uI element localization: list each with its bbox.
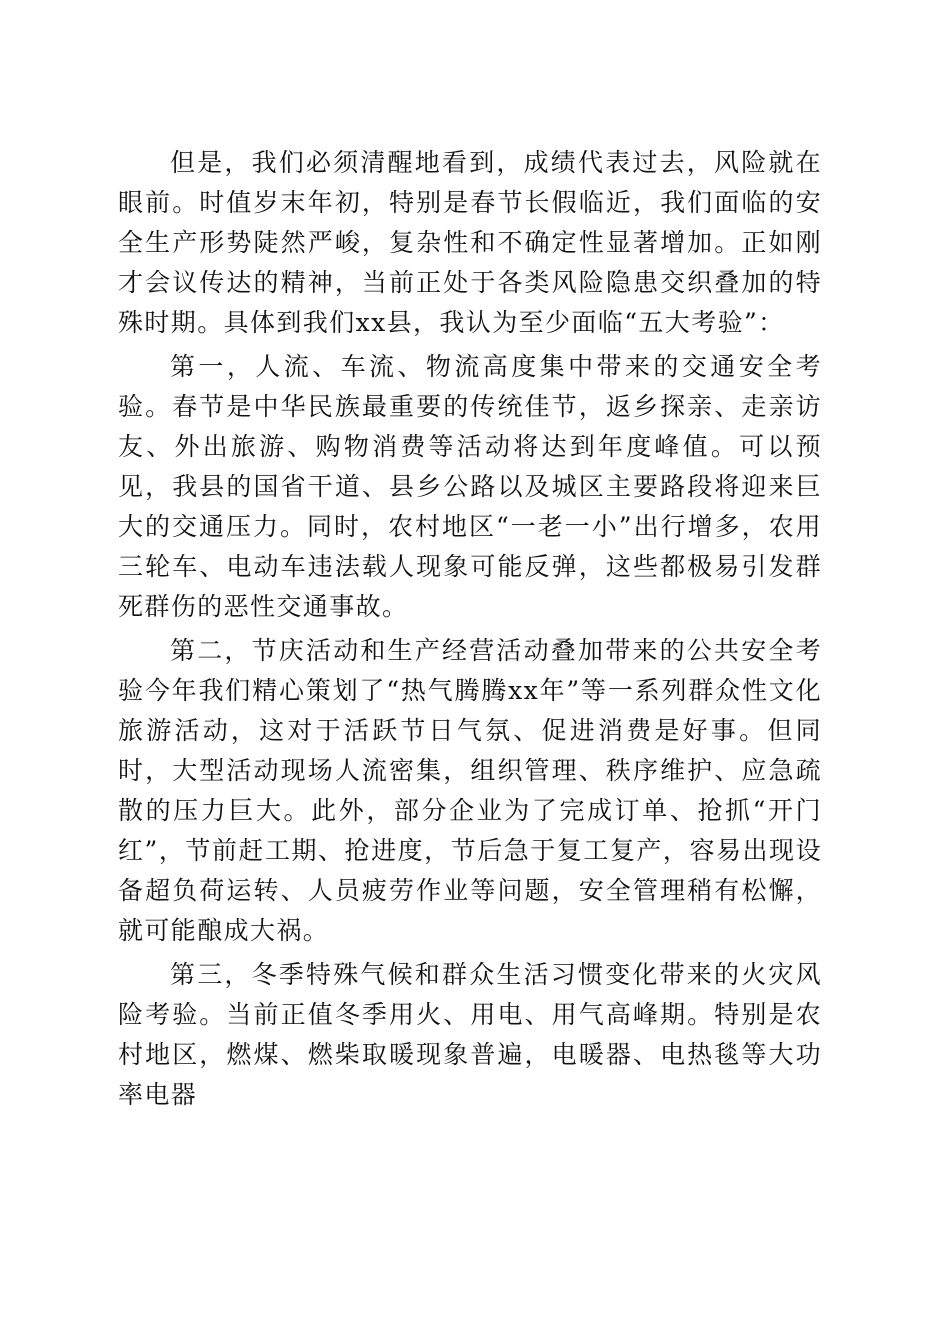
paragraph-traffic-safety: 第一，人流、车流、物流高度集中带来的交通安全考验。春节是中华民族最重要的传统佳节，返乡探亲、走亲访友、外出旅游、购物消费等活动将达到年度峰值。可以预见，我县的国省干道、县乡公路以及城区主要路段将迎来巨大的交通压力。同时，农村地区“一老一小”出行增多，农用三轮车、电动车违法载人现象可能反弹，这些都极易引发群死群伤的恶性交通事故。	[118, 352, 822, 621]
document-body	[118, 143, 822, 1119]
paragraph-risk-intro: 但是，我们必须清醒地看到，成绩代表过去，风险就在眼前。时值岁末年初，特别是春节长假临近，我们面临的安全生产形势陡然严峻，复杂性和不确定性显著增加。正如刚才会议传达的精神，当前正处于各类风险隐患交织叠加的特殊时期。具体到我们xx县，我认为至少面临“五大考验”：	[118, 148, 822, 337]
paragraph-public-safety: 第二，节庆活动和生产经营活动叠加带来的公共安全考验今年我们精心策划了“热气腾腾xx年”等一系列群众性文化旅游活动，这对于活跃节日气氛、促进消费是好事。但同时，大型活动现场人流密集，组织管理、秩序维护、应急疏散的压力巨大。此外，部分企业为了完成订单、抢抓“开门红”，节前赶工期、抢进度，节后急于复工复产，容易出现设备超负荷运转、人员疲劳作业等问题，安全管理稍有松懈，就可能酿成大祸。	[118, 636, 822, 945]
paragraph-fire-risk: 第三，冬季特殊气候和群众生活习惯变化带来的火灾风险考验。当前正值冬季用火、用电、用气高峰期。特别是农村地区，燃煤、燃柴取暖现象普遍，电暖器、电热毯等大功率电器	[118, 960, 822, 1109]
